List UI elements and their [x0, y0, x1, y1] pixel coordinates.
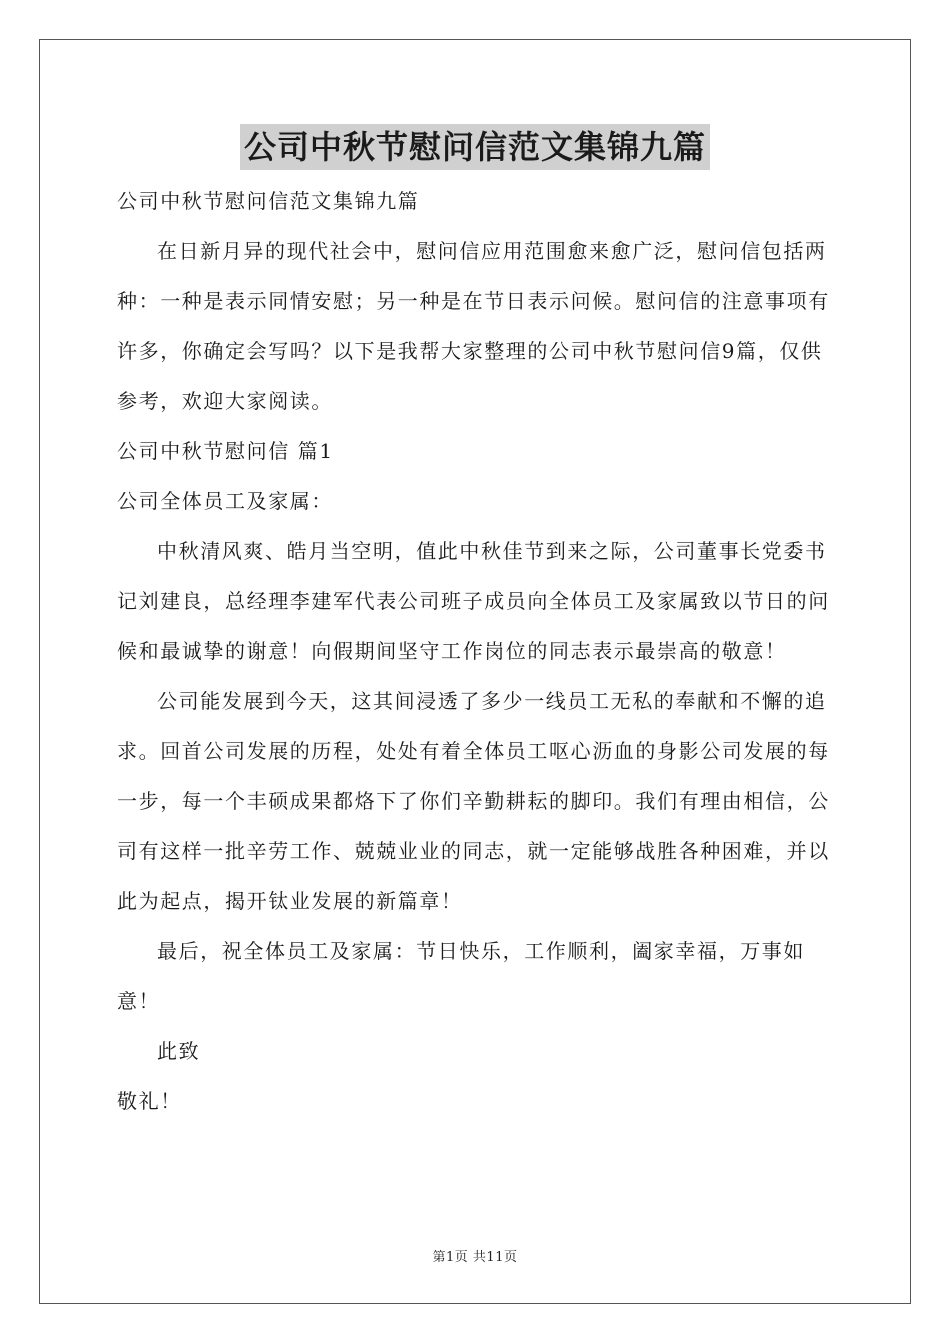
- section-heading: 公司中秋节慰问信 篇1: [117, 439, 334, 463]
- page-number: 第1页 共11页: [432, 1250, 518, 1265]
- title-container: [0, 124, 950, 170]
- page-footer: [0, 1246, 950, 1265]
- document-body: [117, 176, 833, 1126]
- body-paragraph: 公司能发展到今天，这其间浸透了多少一线员工无私的奉献和不懈的追求。回首公司发展的历程，处处有着全体员工呕心沥血的身影公司发展的每一步，每一个丰硕成果都烙下了你们辛勤耕耘的脚印。我们有理由相信，公司有这样一批辛劳工作、兢兢业业的同志，就一定能够战胜各种困难，并以此为起点，揭开钛业发展的新篇章！: [117, 689, 830, 913]
- document-title: 公司中秋节慰问信范文集锦九篇: [240, 124, 710, 170]
- intro-paragraph: 在日新月异的现代社会中，慰问信应用范围愈来愈广泛，慰问信包括两种：一种是表示同情安慰；另一种是在节日表示问候。慰问信的注意事项有许多，你确定会写吗？以下是我帮大家整理的公司中秋节慰问信9篇，仅供参考，欢迎大家阅读。: [117, 239, 830, 413]
- body-paragraph: 中秋清风爽、皓月当空明，值此中秋佳节到来之际，公司董事长党委书记刘建良，总经理李建军代表公司班子成员向全体员工及家属致以节日的问候和最诚挚的谢意！向假期间坚守工作岗位的同志表示最崇高的敬意！: [117, 539, 830, 663]
- closing-wishes: 最后，祝全体员工及家属：节日快乐，工作顺利，阖家幸福，万事如意！: [117, 939, 805, 1013]
- subtitle-line: 公司中秋节慰问信范文集锦九篇: [117, 189, 420, 213]
- closing-salute: 敬礼！: [117, 1089, 182, 1113]
- salutation: 公司全体员工及家属：: [117, 489, 333, 513]
- closing-phrase: 此致: [157, 1039, 201, 1063]
